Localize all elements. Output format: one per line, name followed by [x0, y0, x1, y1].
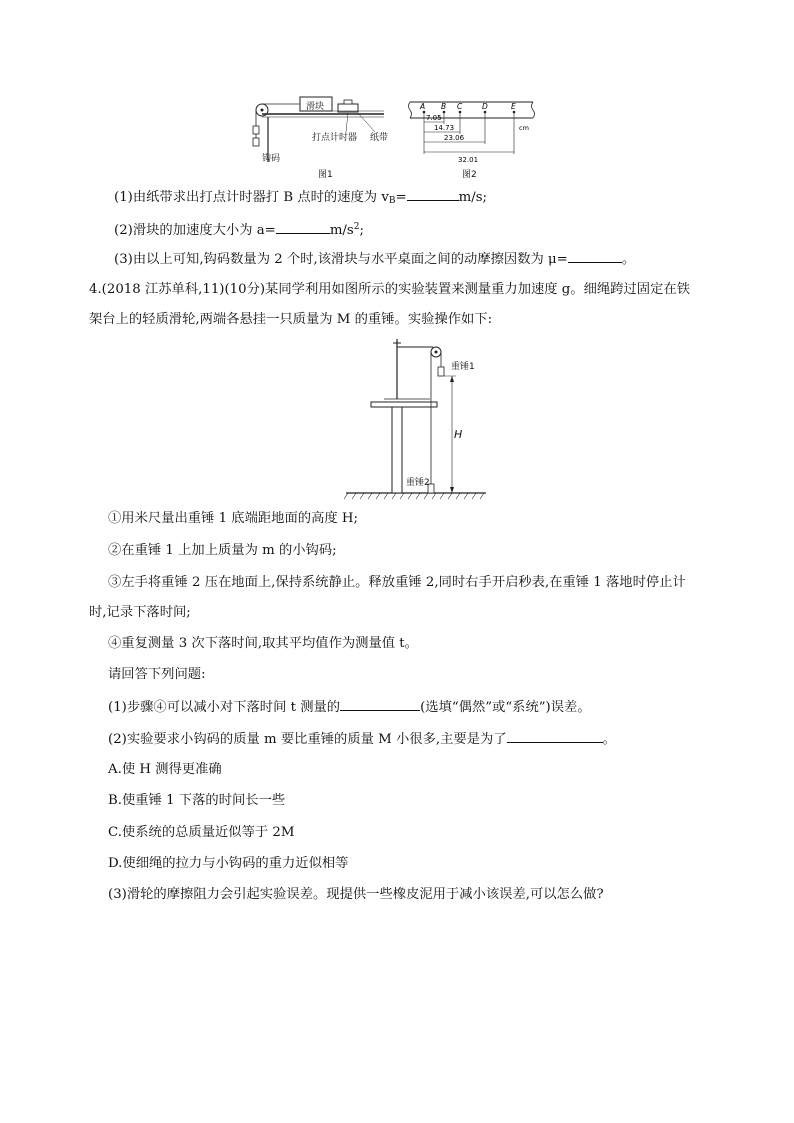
height-label: H	[454, 428, 463, 441]
q3-part3: (3)由以上可知,钩码数量为 2 个时,该滑块与水平桌面之间的动摩擦因数为 μ= 。	[114, 249, 635, 269]
q4-intro-line1: 4.(2018 江苏单科,11)(10分)某同学利用如图所示的实验装置来测量重力加速度 g。细绳跨过固定在铁	[89, 282, 690, 297]
answer-blank-error-type[interactable]	[340, 697, 420, 711]
point-e: E	[511, 102, 516, 111]
weight-1-label: 重锤1	[451, 362, 475, 372]
step-1: ①用米尺量出重锤 1 底端距地面的高度 H;	[108, 511, 358, 526]
figure-1-caption: 图1	[318, 170, 333, 180]
option-b: B.使重锤 1 下落的时间长一些	[108, 793, 286, 808]
q3-part2: (2)滑块的加速度大小为 $a= m/s^2$;	[114, 222, 364, 238]
distance-ac: 14.73	[434, 124, 455, 132]
q4-sub1: (1)步骤④可以减小对下落时间 t 测量的 (选填“偶然”或“系统”)误差。	[108, 697, 591, 717]
distance-ab: 7.05	[426, 114, 442, 122]
unit-cm: cm	[519, 124, 529, 132]
option-c: C.使系统的总质量近似等于 2M	[108, 825, 295, 840]
q4-intro-line2: 架台上的轻质滑轮,两端各悬挂一只质量为 M 的重锤。实验操作如下:	[89, 312, 493, 327]
answer-blank-mu[interactable]	[568, 249, 622, 263]
distance-ae: 32.01	[458, 156, 479, 164]
slider-label: 滑块	[306, 102, 325, 112]
distance-ad: 23.06	[444, 134, 465, 142]
q3-part1: (1)由纸带求出打点计时器打 B 点时的速度为 $v_B= m/s$;	[114, 187, 487, 210]
point-c: C	[457, 102, 463, 111]
point-d: D	[482, 102, 488, 111]
q4-sub3: (3)滑轮的摩擦阻力会引起实验误差。现提供一些橡皮泥用于减小该误差,可以怎么做?	[108, 887, 604, 902]
option-d: D.使细绳的拉力与小钩码的重力近似相等	[108, 856, 349, 871]
weight-2-label: 重锤2	[406, 478, 430, 488]
point-b: B	[441, 102, 447, 111]
option-a: A.使 H 测得更准确	[108, 762, 222, 777]
answer-blank-a[interactable]	[276, 220, 330, 234]
weights-label: 钩码	[262, 154, 281, 164]
questions-prompt: 请回答下列问题:	[108, 667, 206, 682]
step-2: ②在重锤 1 上加上质量为 m 的小钩码;	[108, 543, 337, 558]
step-3-line2: 时,记录下落时间;	[89, 605, 191, 620]
answer-blank-vb[interactable]	[407, 187, 459, 201]
figure-2-paper-tape	[405, 100, 535, 164]
point-a: A	[420, 102, 426, 111]
answer-blank-purpose[interactable]	[507, 729, 603, 743]
step-4: ④重复测量 3 次下落时间,取其平均值作为测量值 t。	[108, 636, 418, 651]
figure-2-caption: 图2	[462, 170, 477, 180]
tape-label: 纸带	[370, 133, 389, 143]
timer-label: 打点计时器	[312, 133, 358, 143]
q4-sub2: (2)实验要求小钩码的质量 m 要比重锤的质量 M 小很多,主要是为了 。	[108, 729, 616, 749]
step-3-line1: ③左手将重锤 2 压在地面上,保持系统静止。释放重锤 2,同时右手开启秒表,在重锤 1 落地时停止计	[108, 575, 686, 590]
